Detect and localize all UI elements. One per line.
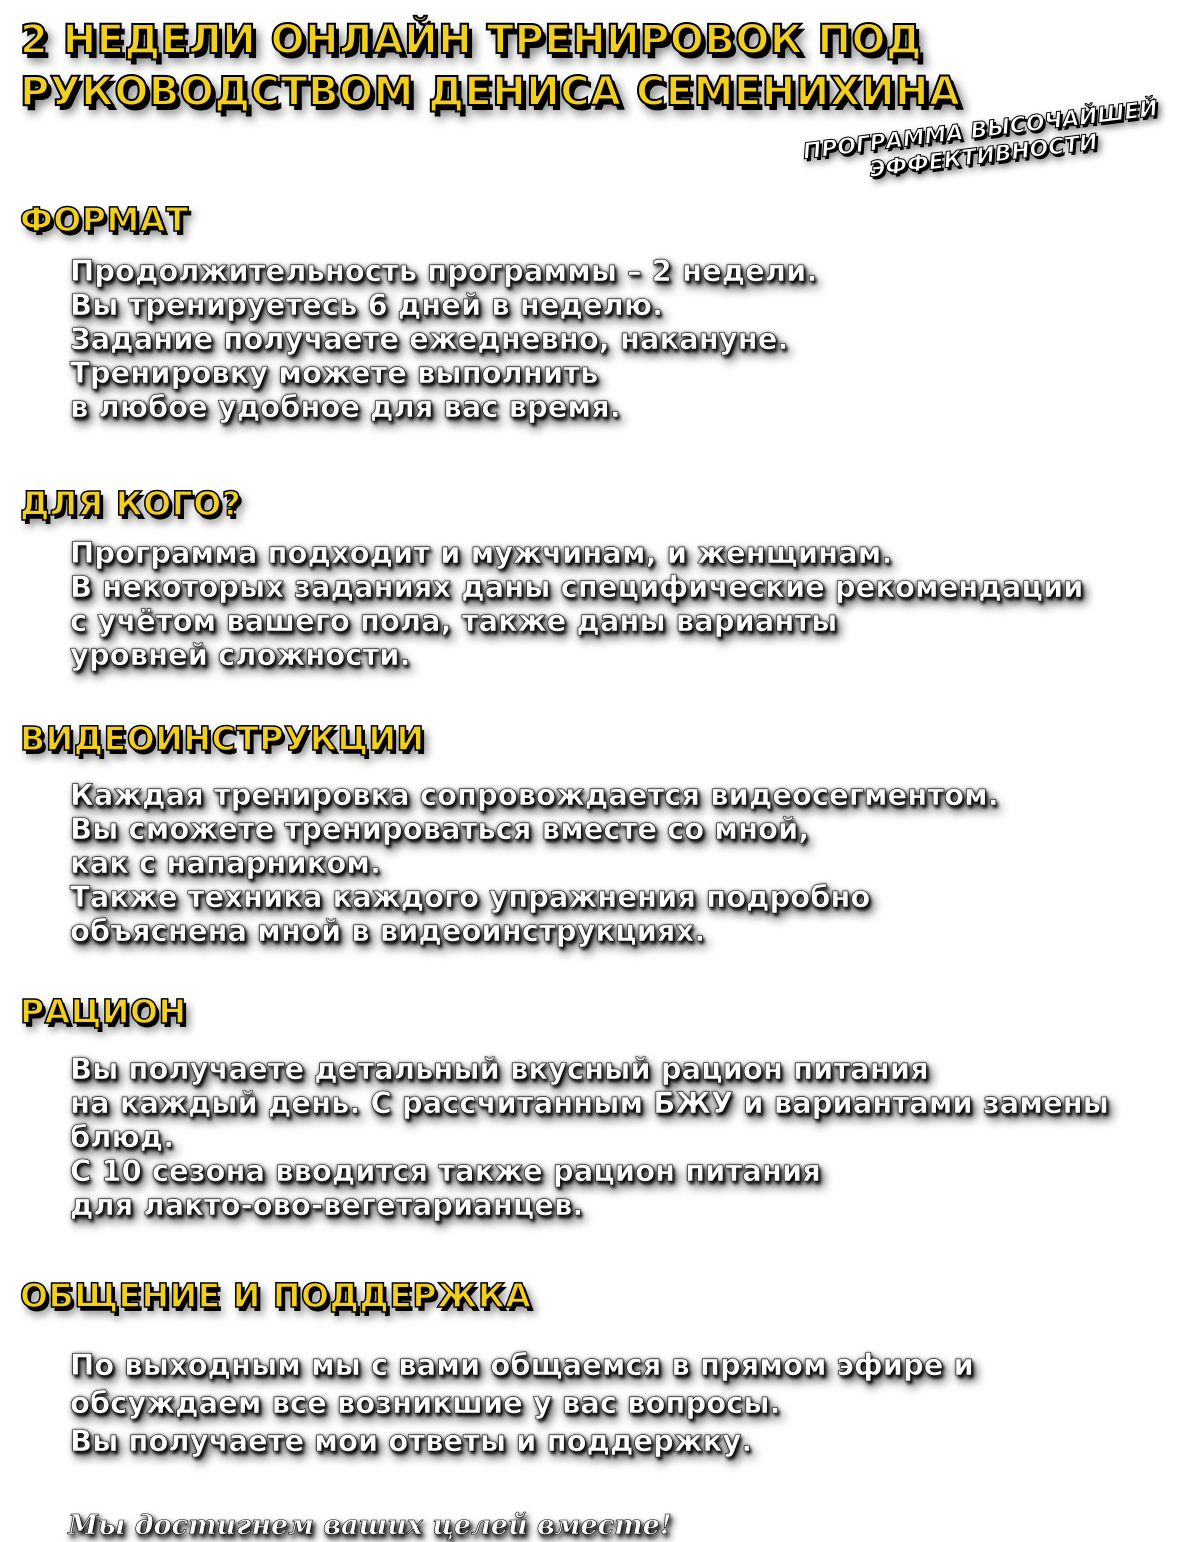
heading-support: ОБЩЕНИЕ И ПОДДЕРЖКА: [20, 1276, 532, 1315]
text-format: Продолжительность программы – 2 недели. Вы тренируетесь 6 дней в неделю. Задание получаете ежедневно, накануне. Тренировку можете выполнить в любое удобное для вас время.: [70, 254, 818, 424]
text-audience: Программа подходит и мужчинам, и женщинам. В некоторых заданиях даны специфические рекомендации с учётом вашего пола, также даны варианты уровней сложности.: [70, 536, 1084, 672]
tagline: ПРОГРАММА ВЫСОЧАЙШЕЙ ЭФФЕКТИВНОСТИ: [801, 96, 1160, 183]
closing-signature: Мы достигнем ваших целей вместе!: [68, 1510, 672, 1541]
heading-diet: РАЦИОН: [20, 992, 187, 1031]
heading-format: ФОРМАТ: [20, 200, 189, 239]
page-title: 2 НЕДЕЛИ ОНЛАЙН ТРЕНИРОВОК ПОД РУКОВОДСТВОМ ДЕНИСА СЕМЕНИХИНА: [20, 17, 961, 115]
text-support: По выходным мы с вами общаемся в прямом эфире и обсуждаем все возникшие у вас вопросы. Вы получаете мои ответы и поддержку.: [70, 1348, 974, 1458]
heading-video: ВИДЕОИНСТРУКЦИИ: [20, 719, 425, 758]
heading-audience: ДЛЯ КОГО?: [20, 484, 242, 523]
text-video: Каждая тренировка сопровождается видеосегментом. Вы сможете тренироваться вместе со мной, как с напарником. Также техника каждого упражнения подробно объяснена мной в видеоинструкциях.: [70, 778, 999, 948]
text-diet: Вы получаете детальный вкусный рацион питания на каждый день. С рассчитанным БЖУ и вариантами замены блюд. С 10 сезона вводится также рацион питания для лакто-ово-вегетарианцев.: [70, 1052, 1109, 1222]
